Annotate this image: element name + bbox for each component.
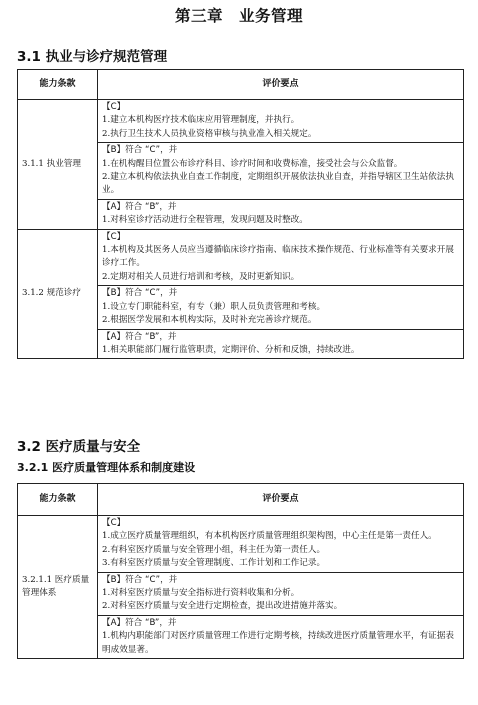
level-b-cell	[98, 572, 464, 615]
evaluation-point: 2.有科室医疗质量与安全管理小组，科主任为第一责任人。	[102, 544, 326, 555]
level-b-label: 【B】符合 “C”，并	[102, 288, 178, 299]
header-evaluation-points: 评价要点	[98, 484, 464, 516]
section-heading-3-2: 3.2 医疗质量与安全	[17, 439, 141, 455]
evaluation-point: 2.定期对相关人员进行培训和考核，及时更新知识。	[102, 271, 300, 282]
evaluation-point: 1.对科室诊疗活动进行全程管理，发现问题及时整改。	[102, 215, 308, 226]
table-header-row	[18, 484, 464, 516]
evaluation-point: 2.建立本机构依法执业自查工作制度，定期组织开展依法执业自查，并指导辖区卫生站依法执业。	[102, 172, 454, 196]
level-b-label: 【B】符合 “C”，并	[102, 145, 178, 156]
level-c-cell	[98, 516, 464, 573]
table-row	[18, 516, 464, 573]
level-a-cell	[98, 199, 464, 229]
table-row	[18, 229, 464, 286]
level-a-label: 【A】符合 “B”，并	[102, 617, 177, 628]
item-name-3-1-1: 3.1.1 执业管理	[18, 100, 98, 230]
header-capability-clause: 能力条款	[18, 484, 98, 516]
evaluation-point: 1.建立本机构医疗技术临床应用管理制度，并执行。	[102, 115, 300, 126]
header-evaluation-points: 评价要点	[98, 70, 464, 100]
evaluation-point: 2.执行卫生技术人员执业资格审核与执业准入相关规定。	[102, 128, 317, 139]
evaluation-table-3-2-1	[17, 483, 464, 659]
level-c-label: 【C】	[102, 102, 126, 112]
level-c-cell	[98, 100, 464, 143]
level-a-label: 【A】符合 “B”，并	[102, 331, 177, 342]
evaluation-point: 1.机构内职能部门对医疗质量管理工作进行定期考核，持续改进医疗质量管理水平，有证据表明成效显著。	[102, 631, 454, 655]
evaluation-point: 1.对科室医疗质量与安全指标进行资料收集和分析。	[102, 588, 300, 599]
evaluation-point: 1.本机构及其医务人员应当遵循临床诊疗指南、临床技术操作规范、行业标准等有关要求开展诊疗工作。	[102, 245, 454, 269]
level-a-cell	[98, 615, 464, 658]
subsection-heading-3-2-1: 3.2.1 医疗质量管理体系和制度建设	[17, 461, 196, 474]
level-b-cell	[98, 286, 464, 329]
evaluation-point: 1.相关职能部门履行监管职责，定期评价、分析和反馈，持续改进。	[102, 344, 360, 355]
level-b-cell	[98, 143, 464, 200]
level-c-cell	[98, 229, 464, 286]
evaluation-point: 2.根据医学发展和本机构实际，及时补充完善诊疗规范。	[102, 315, 317, 326]
evaluation-table-3-1	[17, 69, 464, 359]
evaluation-point: 2.对科室医疗质量与安全进行定期检查，提出改进措施并落实。	[102, 601, 343, 612]
header-capability-clause: 能力条款	[18, 70, 98, 100]
level-a-cell	[98, 329, 464, 359]
evaluation-point: 1.成立医疗质量管理组织，有本机构医疗质量管理组织架构图，中心主任是第一责任人。	[102, 531, 437, 542]
evaluation-point: 3.有科室医疗质量与安全管理制度、工作计划和工作记录。	[102, 558, 326, 569]
level-a-label: 【A】符合 “B”，并	[102, 201, 177, 212]
table-header-row	[18, 70, 464, 100]
level-c-label: 【C】	[102, 231, 126, 242]
evaluation-point: 1.设立专门职能科室，有专（兼）职人员负责管理和考核。	[102, 301, 326, 312]
chapter-title: 第三章 业务管理	[174, 7, 303, 25]
evaluation-point: 1.在机构醒目位置公布诊疗科目、诊疗时间和收费标准，接受社会与公众监督。	[102, 158, 403, 169]
item-name-3-1-2: 3.1.2 规范诊疗	[18, 229, 98, 359]
section-heading-3-1: 3.1 执业与诊疗规范管理	[17, 49, 168, 65]
level-c-label: 【C】	[102, 518, 126, 528]
level-b-label: 【B】符合 “C”，并	[102, 574, 178, 585]
item-name-3-2-1-1: 3.2.1.1 医疗质量管理体系	[18, 516, 98, 659]
table-row	[18, 100, 464, 143]
